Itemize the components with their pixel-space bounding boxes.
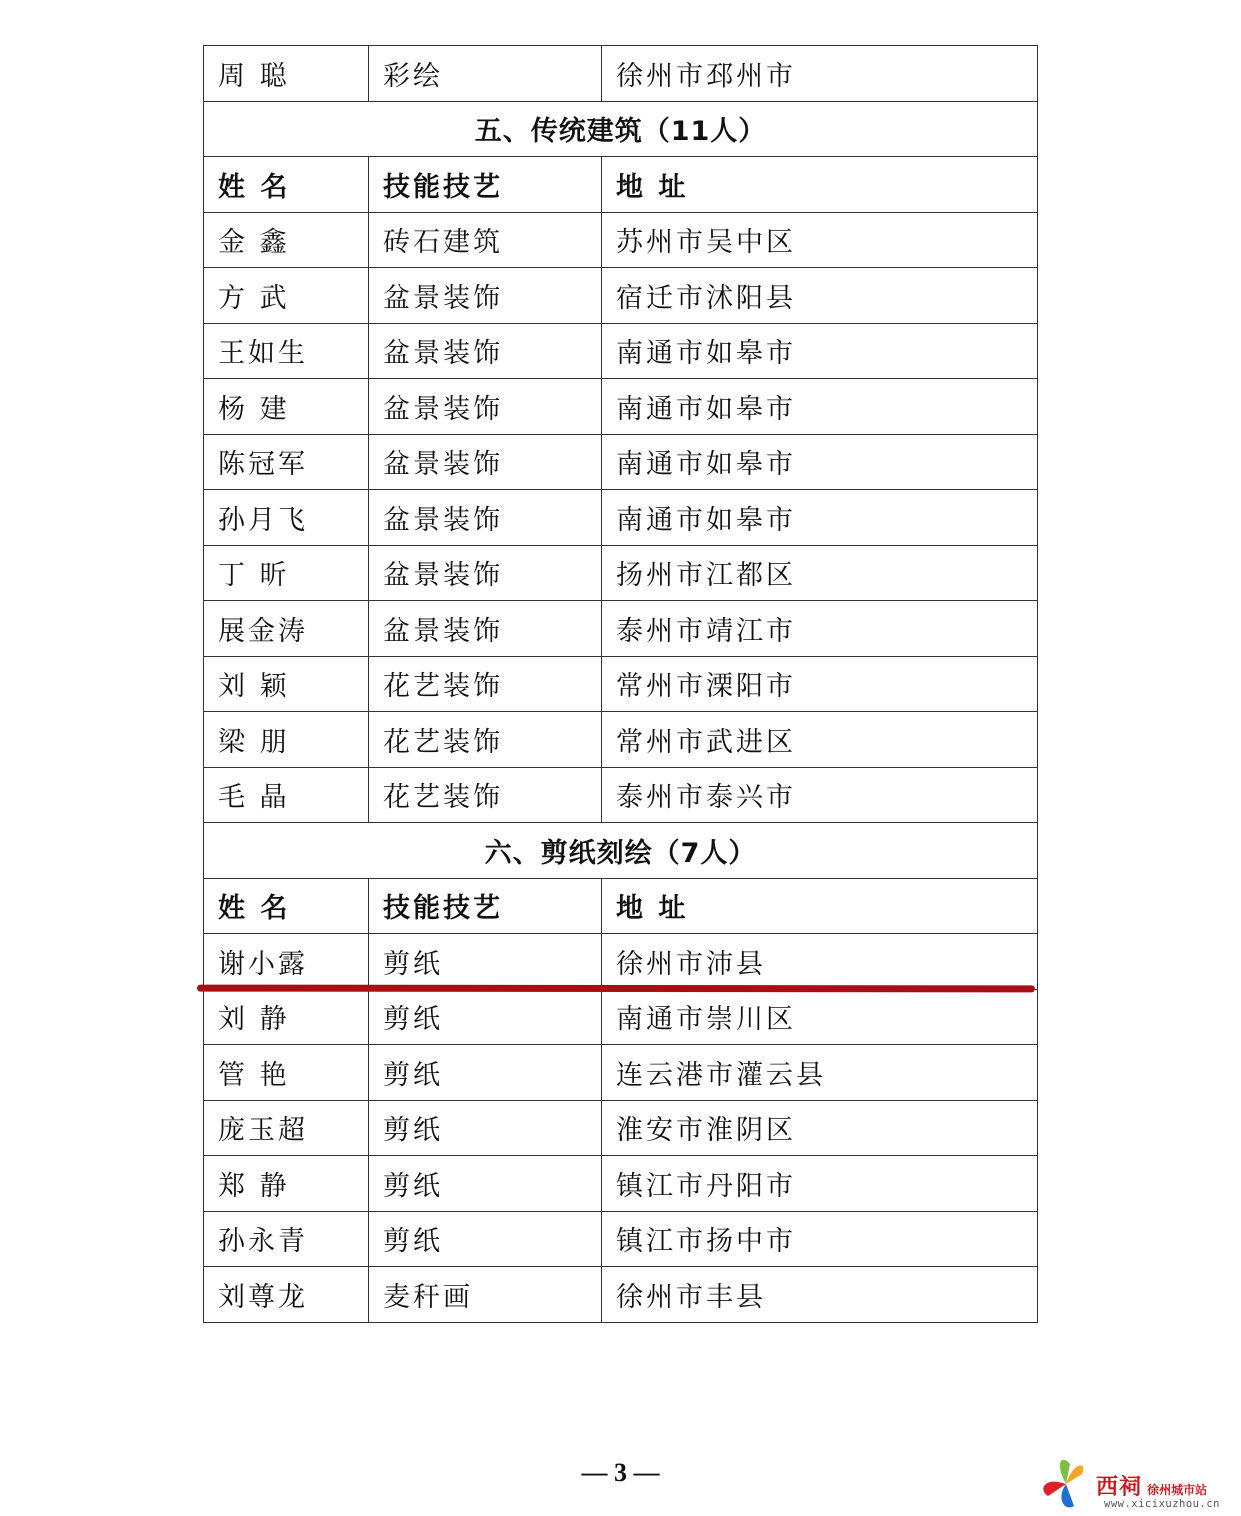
name-cell: 刘尊龙 xyxy=(204,1267,369,1323)
address-cell: 泰州市靖江市 xyxy=(602,601,1038,657)
skill-cell: 盆景装饰 xyxy=(369,323,602,379)
table-row xyxy=(204,323,1038,379)
address-cell: 徐州市丰县 xyxy=(602,1267,1038,1323)
column-header-address: 地 址 xyxy=(602,157,1038,213)
skill-cell: 盆景装饰 xyxy=(369,601,602,657)
watermark-url: www.xicixuzhou.cn xyxy=(1104,1498,1220,1510)
section-header-traditional-architecture xyxy=(204,101,1038,157)
table-row xyxy=(204,490,1038,546)
table-row xyxy=(204,212,1038,268)
red-underline-annotation xyxy=(197,985,1035,993)
skill-cell: 砖石建筑 xyxy=(369,212,602,268)
skill-cell: 剪纸 xyxy=(369,989,602,1045)
address-cell: 连云港市灌云县 xyxy=(602,1045,1038,1101)
name-cell: 展金涛 xyxy=(204,601,369,657)
name-cell: 孙永青 xyxy=(204,1211,369,1267)
table-row xyxy=(204,601,1038,657)
table-row xyxy=(204,1211,1038,1267)
name-cell: 陈冠军 xyxy=(204,434,369,490)
skill-cell: 花艺装饰 xyxy=(369,656,602,712)
skill-cell: 盆景装饰 xyxy=(369,545,602,601)
column-header-skill: 技能技艺 xyxy=(369,878,602,934)
address-cell: 常州市溧阳市 xyxy=(602,656,1038,712)
column-header-name: 姓 名 xyxy=(204,878,369,934)
section-title: 六、剪纸刻绘（7人） xyxy=(204,823,1038,879)
table-row xyxy=(204,268,1038,324)
address-cell: 南通市崇川区 xyxy=(602,989,1038,1045)
roster-table xyxy=(203,45,1038,1323)
skill-cell: 花艺装饰 xyxy=(369,712,602,768)
address-cell: 徐州市邳州市 xyxy=(602,46,1038,102)
skill-cell: 麦秆画 xyxy=(369,1267,602,1323)
address-cell: 扬州市江都区 xyxy=(602,545,1038,601)
skill-cell: 剪纸 xyxy=(369,1156,602,1212)
skill-cell: 剪纸 xyxy=(369,934,602,990)
column-header-row xyxy=(204,878,1038,934)
address-cell: 徐州市沛县 xyxy=(602,934,1038,990)
skill-cell: 盆景装饰 xyxy=(369,434,602,490)
skill-cell: 剪纸 xyxy=(369,1211,602,1267)
table-row xyxy=(204,1045,1038,1101)
column-header-row xyxy=(204,157,1038,213)
pinwheel-logo-icon xyxy=(1036,1452,1096,1512)
table-row xyxy=(204,989,1038,1045)
name-cell: 刘 颖 xyxy=(204,656,369,712)
skill-cell: 彩绘 xyxy=(369,46,602,102)
skill-cell: 盆景装饰 xyxy=(369,268,602,324)
table-row xyxy=(204,767,1038,823)
address-cell: 苏州市吴中区 xyxy=(602,212,1038,268)
skill-cell: 盆景装饰 xyxy=(369,379,602,435)
address-cell: 泰州市泰兴市 xyxy=(602,767,1038,823)
table-row xyxy=(204,712,1038,768)
watermark xyxy=(1036,1452,1241,1514)
name-cell: 杨 建 xyxy=(204,379,369,435)
address-cell: 淮安市淮阴区 xyxy=(602,1100,1038,1156)
table-row xyxy=(204,934,1038,990)
address-cell: 宿迁市沭阳县 xyxy=(602,268,1038,324)
table-row xyxy=(204,545,1038,601)
section-title: 五、传统建筑（11人） xyxy=(204,101,1038,157)
name-cell: 管 艳 xyxy=(204,1045,369,1101)
address-cell: 镇江市扬中市 xyxy=(602,1211,1038,1267)
table-row xyxy=(204,1100,1038,1156)
name-cell: 庞玉超 xyxy=(204,1100,369,1156)
address-cell: 常州市武进区 xyxy=(602,712,1038,768)
watermark-brand: 西祠 徐州城市站 xyxy=(1096,1475,1208,1500)
skill-cell: 剪纸 xyxy=(369,1100,602,1156)
address-cell: 南通市如皋市 xyxy=(602,490,1038,546)
address-cell: 南通市如皋市 xyxy=(602,434,1038,490)
name-cell: 郑 静 xyxy=(204,1156,369,1212)
skill-cell: 剪纸 xyxy=(369,1045,602,1101)
column-header-address: 地 址 xyxy=(602,878,1038,934)
address-cell: 南通市如皋市 xyxy=(602,379,1038,435)
table-row xyxy=(204,656,1038,712)
address-cell: 南通市如皋市 xyxy=(602,323,1038,379)
skill-cell: 盆景装饰 xyxy=(369,490,602,546)
name-cell: 谢小露 xyxy=(204,934,369,990)
table-row xyxy=(204,1267,1038,1323)
name-cell: 丁 昕 xyxy=(204,545,369,601)
name-cell: 王如生 xyxy=(204,323,369,379)
name-cell: 刘 静 xyxy=(204,989,369,1045)
section-header-paper-cutting xyxy=(204,823,1038,879)
name-cell: 周 聪 xyxy=(204,46,369,102)
column-header-name: 姓 名 xyxy=(204,157,369,213)
name-cell: 毛 晶 xyxy=(204,767,369,823)
page-number: — 3 — xyxy=(581,1458,660,1487)
table-row xyxy=(204,46,1038,102)
table-row xyxy=(204,379,1038,435)
table-row xyxy=(204,1156,1038,1212)
name-cell: 金 鑫 xyxy=(204,212,369,268)
name-cell: 梁 朋 xyxy=(204,712,369,768)
name-cell: 方 武 xyxy=(204,268,369,324)
table-row xyxy=(204,434,1038,490)
skill-cell: 花艺装饰 xyxy=(369,767,602,823)
column-header-skill: 技能技艺 xyxy=(369,157,602,213)
address-cell: 镇江市丹阳市 xyxy=(602,1156,1038,1212)
name-cell: 孙月飞 xyxy=(204,490,369,546)
